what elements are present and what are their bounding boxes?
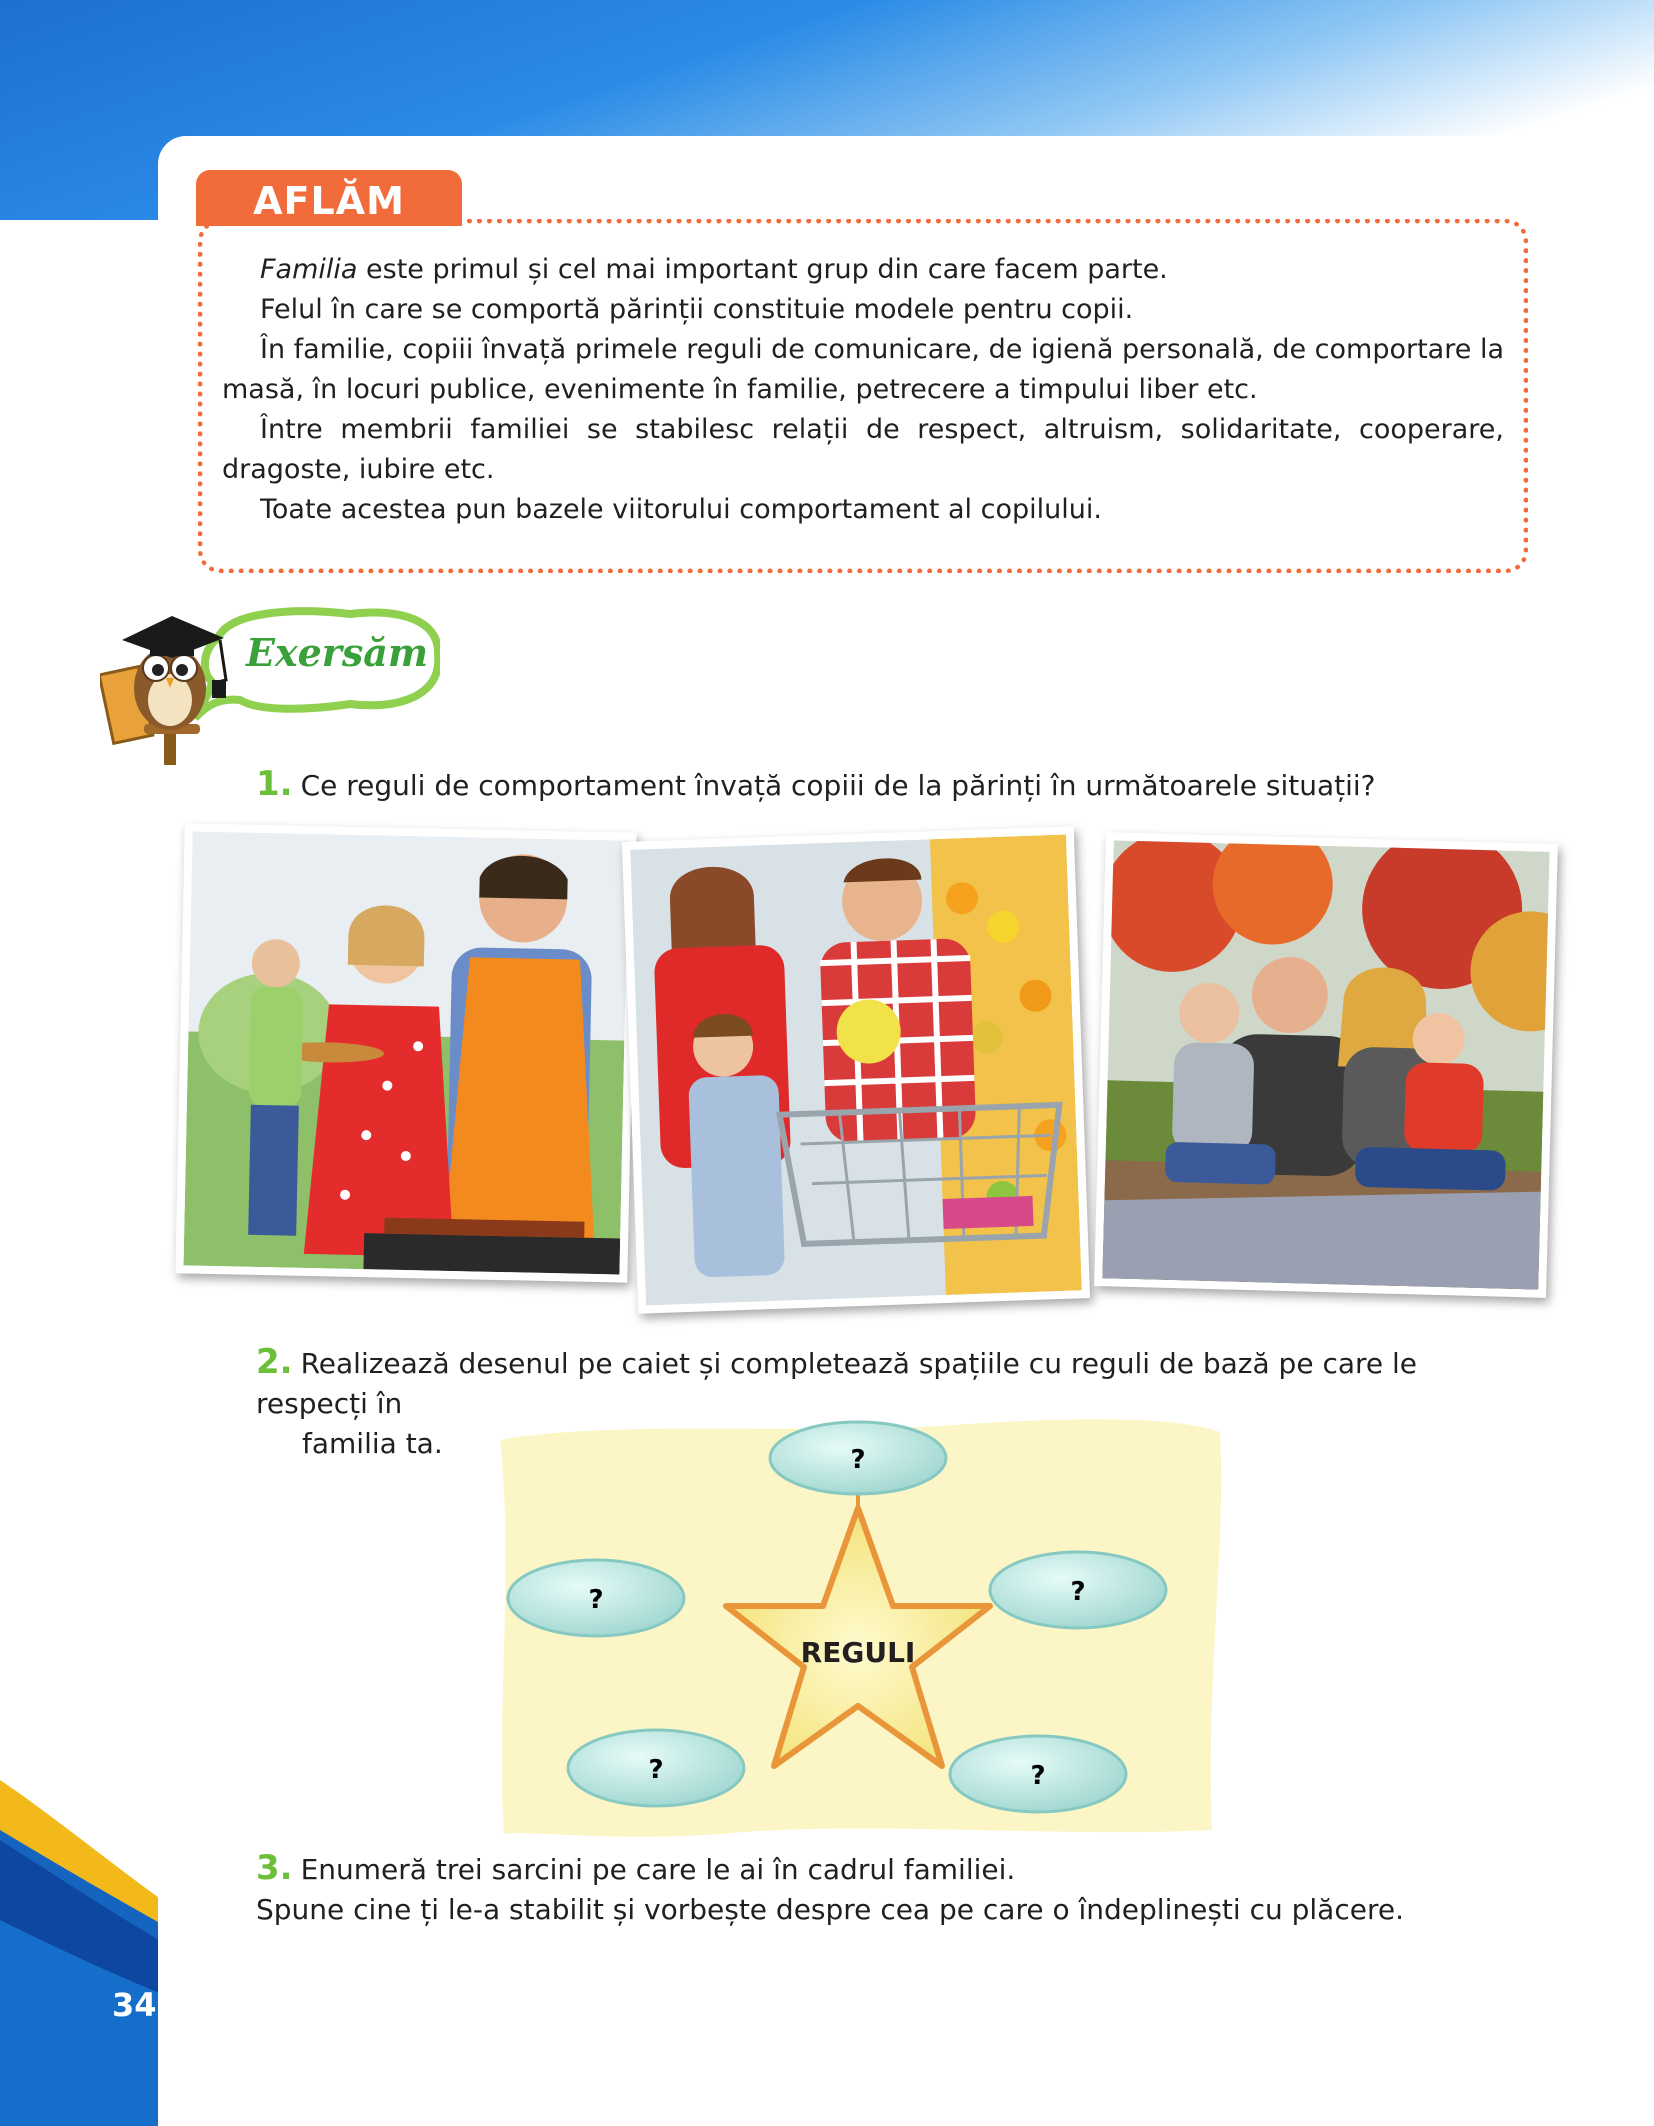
center-label: REGULI — [800, 1636, 916, 1669]
question-1 — [256, 764, 1506, 806]
question-number: 2. — [256, 1342, 293, 1382]
aflam-paragraph-text: Felul în care se comportă părinții constituie modele pentru copii. — [260, 294, 1134, 325]
aflam-lead-word: Familia — [260, 254, 358, 285]
rule-placeholder: ? — [850, 1445, 866, 1475]
owl-mascot-icon — [100, 600, 440, 765]
exersam-title: Exersăm — [246, 630, 429, 675]
aflam-paragraph-text: Între membrii familiei se stabilesc relații de respect, altruism, solidaritate, cooperare, dragoste, iubire etc. — [222, 414, 1504, 485]
photo-barbecue — [175, 823, 636, 1282]
question-text: Realizează desenul pe caiet și completează spațiile cu reguli de bază pe care le respecți în — [256, 1347, 1418, 1420]
aflam-text — [222, 250, 1504, 530]
photo-family-picnic — [1094, 832, 1558, 1298]
photo-supermarket — [622, 826, 1090, 1313]
question-text: Ce reguli de comportament învață copiii de la părinți în următoarele situații? — [300, 769, 1376, 802]
rule-placeholder: ? — [588, 1585, 604, 1615]
page-number: 34 — [112, 1986, 157, 2024]
rule-placeholder: ? — [1070, 1577, 1086, 1607]
rule-placeholder: ? — [648, 1755, 664, 1785]
question-number: 1. — [256, 764, 293, 804]
aflam-paragraph — [222, 330, 1504, 410]
aflam-paragraph — [222, 250, 1504, 290]
aflam-paragraph-text: În familie, copiii învață primele reguli de comunicare, de igienă personală, de comportare la masă, în locuri publice, evenimente în familie, petrecere a timpului liber etc. — [222, 334, 1504, 405]
aflam-paragraph-text: Toate acestea pun bazele viitorului comportament al copilului. — [260, 494, 1102, 525]
question-text-continued: familia ta. — [302, 1427, 443, 1460]
aflam-paragraph-text: este primul și cel mai important grup din care facem parte. — [357, 254, 1168, 285]
rules-diagram — [490, 1410, 1230, 1840]
question-number: 3. — [256, 1848, 293, 1888]
aflam-paragraph — [222, 290, 1504, 330]
aflam-paragraph — [222, 490, 1504, 530]
aflam-title: AFLĂM — [196, 170, 462, 226]
aflam-paragraph — [222, 410, 1504, 490]
question-text: Enumeră trei sarcini pe care le ai în cadrul familiei. — [300, 1853, 1016, 1886]
question-3 — [256, 1848, 1516, 1930]
rule-placeholder: ? — [1030, 1761, 1046, 1791]
question-text-continued: Spune cine ți le-a stabilit și vorbește despre cea pe care o îndeplinești cu plăcere. — [256, 1893, 1404, 1926]
